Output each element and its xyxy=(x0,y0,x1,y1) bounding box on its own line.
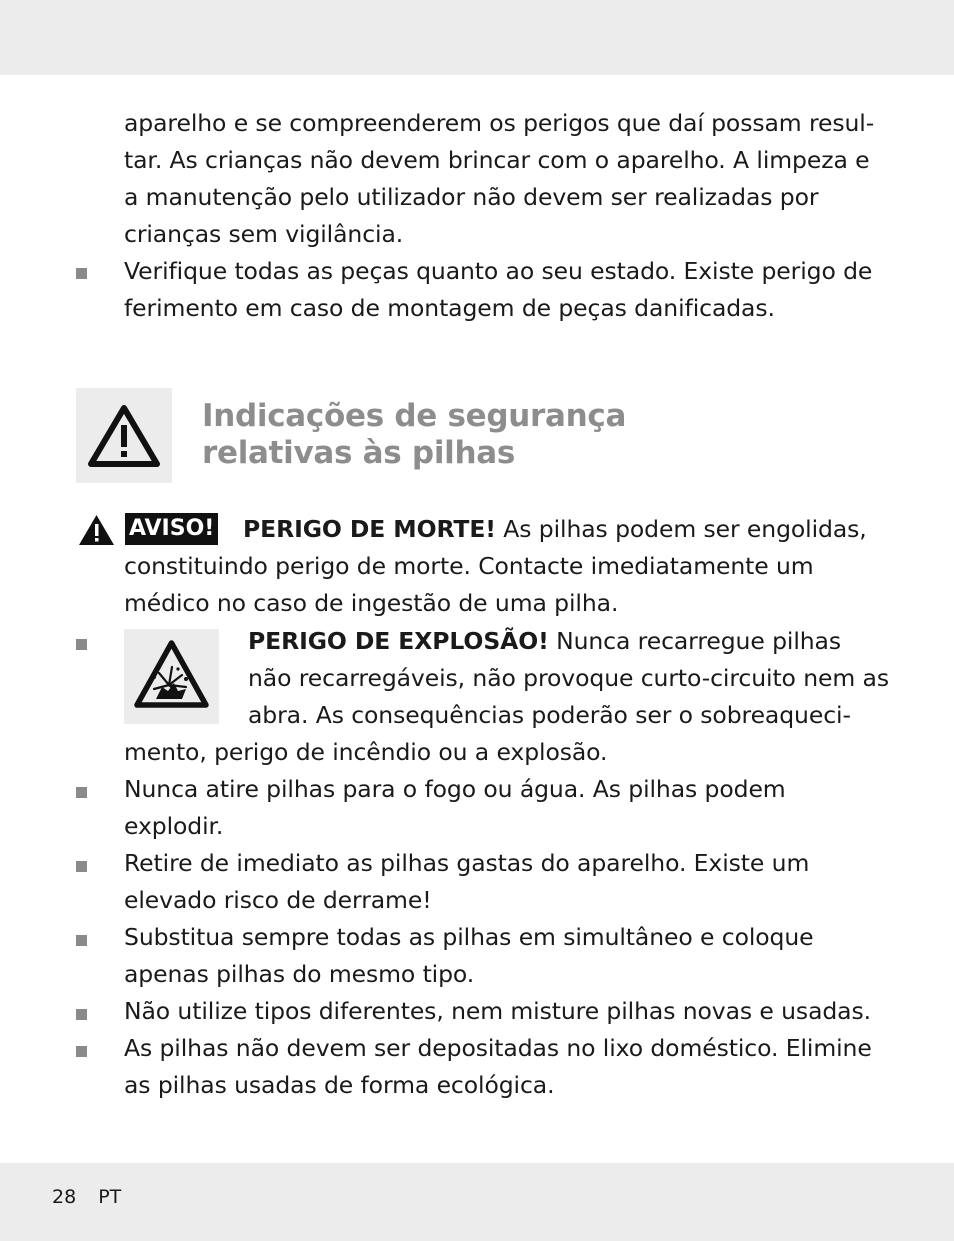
page-number: 28 xyxy=(52,1186,77,1208)
bullet-marker xyxy=(76,787,87,798)
explosion-line-1 xyxy=(248,623,841,660)
bullet-marker xyxy=(76,1046,87,1057)
bullet1-line-1: Verifique todas as peças quanto ao seu estado. Existe perigo de xyxy=(124,257,873,285)
bullet-marker xyxy=(76,861,87,872)
language-code: PT xyxy=(98,1186,122,1208)
bullet-remove-line-2: elevado risco de derrame! xyxy=(124,886,432,914)
intro-line-3: a manutenção pelo utilizador não devem ser realizadas por xyxy=(124,183,819,211)
bullet-mix-line-1: Não utilize tipos diferentes, nem misture pilhas novas e usadas. xyxy=(124,997,872,1025)
bullet-fire-line-1: Nunca atire pilhas para o fogo ou água. As pilhas podem xyxy=(124,775,786,803)
small-warning-triangle-icon xyxy=(78,514,115,546)
bullet-replace-line-2: apenas pilhas do mesmo tipo. xyxy=(124,960,475,988)
intro-line-4: crianças sem vigilância. xyxy=(124,220,404,248)
explosion-label: PERIGO DE EXPLOSÃO! xyxy=(248,627,549,655)
bullet-dispose-line-1: As pilhas não devem ser depositadas no lixo doméstico. Elimine xyxy=(124,1034,872,1062)
section-title-line-1: Indicações de segurança xyxy=(202,398,627,434)
aviso-badge: AVISO! xyxy=(125,513,218,545)
bullet-marker xyxy=(76,639,87,650)
warning-label: PERIGO DE MORTE! xyxy=(243,515,496,543)
bullet-marker xyxy=(76,935,87,946)
page-footer xyxy=(52,1186,143,1208)
bullet-fire-line-2: explodir. xyxy=(124,812,224,840)
bullet1-line-2: ferimento em caso de montagem de peças danificadas. xyxy=(124,294,775,322)
explosion-line-1-text: Nunca recarregue pilhas xyxy=(548,627,841,655)
bullet-replace-line-1: Substitua sempre todas as pilhas em simultâneo e coloque xyxy=(124,923,814,951)
explosion-hazard-icon xyxy=(124,629,219,724)
warning-line-1-text: As pilhas podem ser engolidas, xyxy=(495,515,867,543)
section-icon-box xyxy=(76,388,172,483)
intro-line-1: aparelho e se compreenderem os perigos que daí possam resul- xyxy=(124,109,875,137)
warning-line-2: constituindo perigo de morte. Contacte imediatamente um xyxy=(124,552,814,580)
explosion-line-3: abra. As consequências poderão ser o sobreaqueci- xyxy=(248,701,851,729)
warning-line-3: médico no caso de ingestão de uma pilha. xyxy=(124,589,619,617)
warning-line-1 xyxy=(243,511,867,548)
intro-line-2: tar. As crianças não devem brincar com o aparelho. A limpeza e xyxy=(124,146,870,174)
explosion-icon-box xyxy=(124,629,219,724)
bullet-marker xyxy=(76,1009,87,1020)
bullet-remove-line-1: Retire de imediato as pilhas gastas do aparelho. Existe um xyxy=(124,849,810,877)
warning-triangle-icon xyxy=(76,388,172,483)
header-band xyxy=(0,0,954,75)
section-title-line-2: relativas às pilhas xyxy=(202,435,516,471)
explosion-line-2: não recarregáveis, não provoque curto-circuito nem as xyxy=(248,664,889,692)
explosion-line-4: mento, perigo de incêndio ou a explosão. xyxy=(124,738,608,766)
bullet-marker xyxy=(76,268,87,279)
bullet-dispose-line-2: as pilhas usadas de forma ecológica. xyxy=(124,1071,555,1099)
